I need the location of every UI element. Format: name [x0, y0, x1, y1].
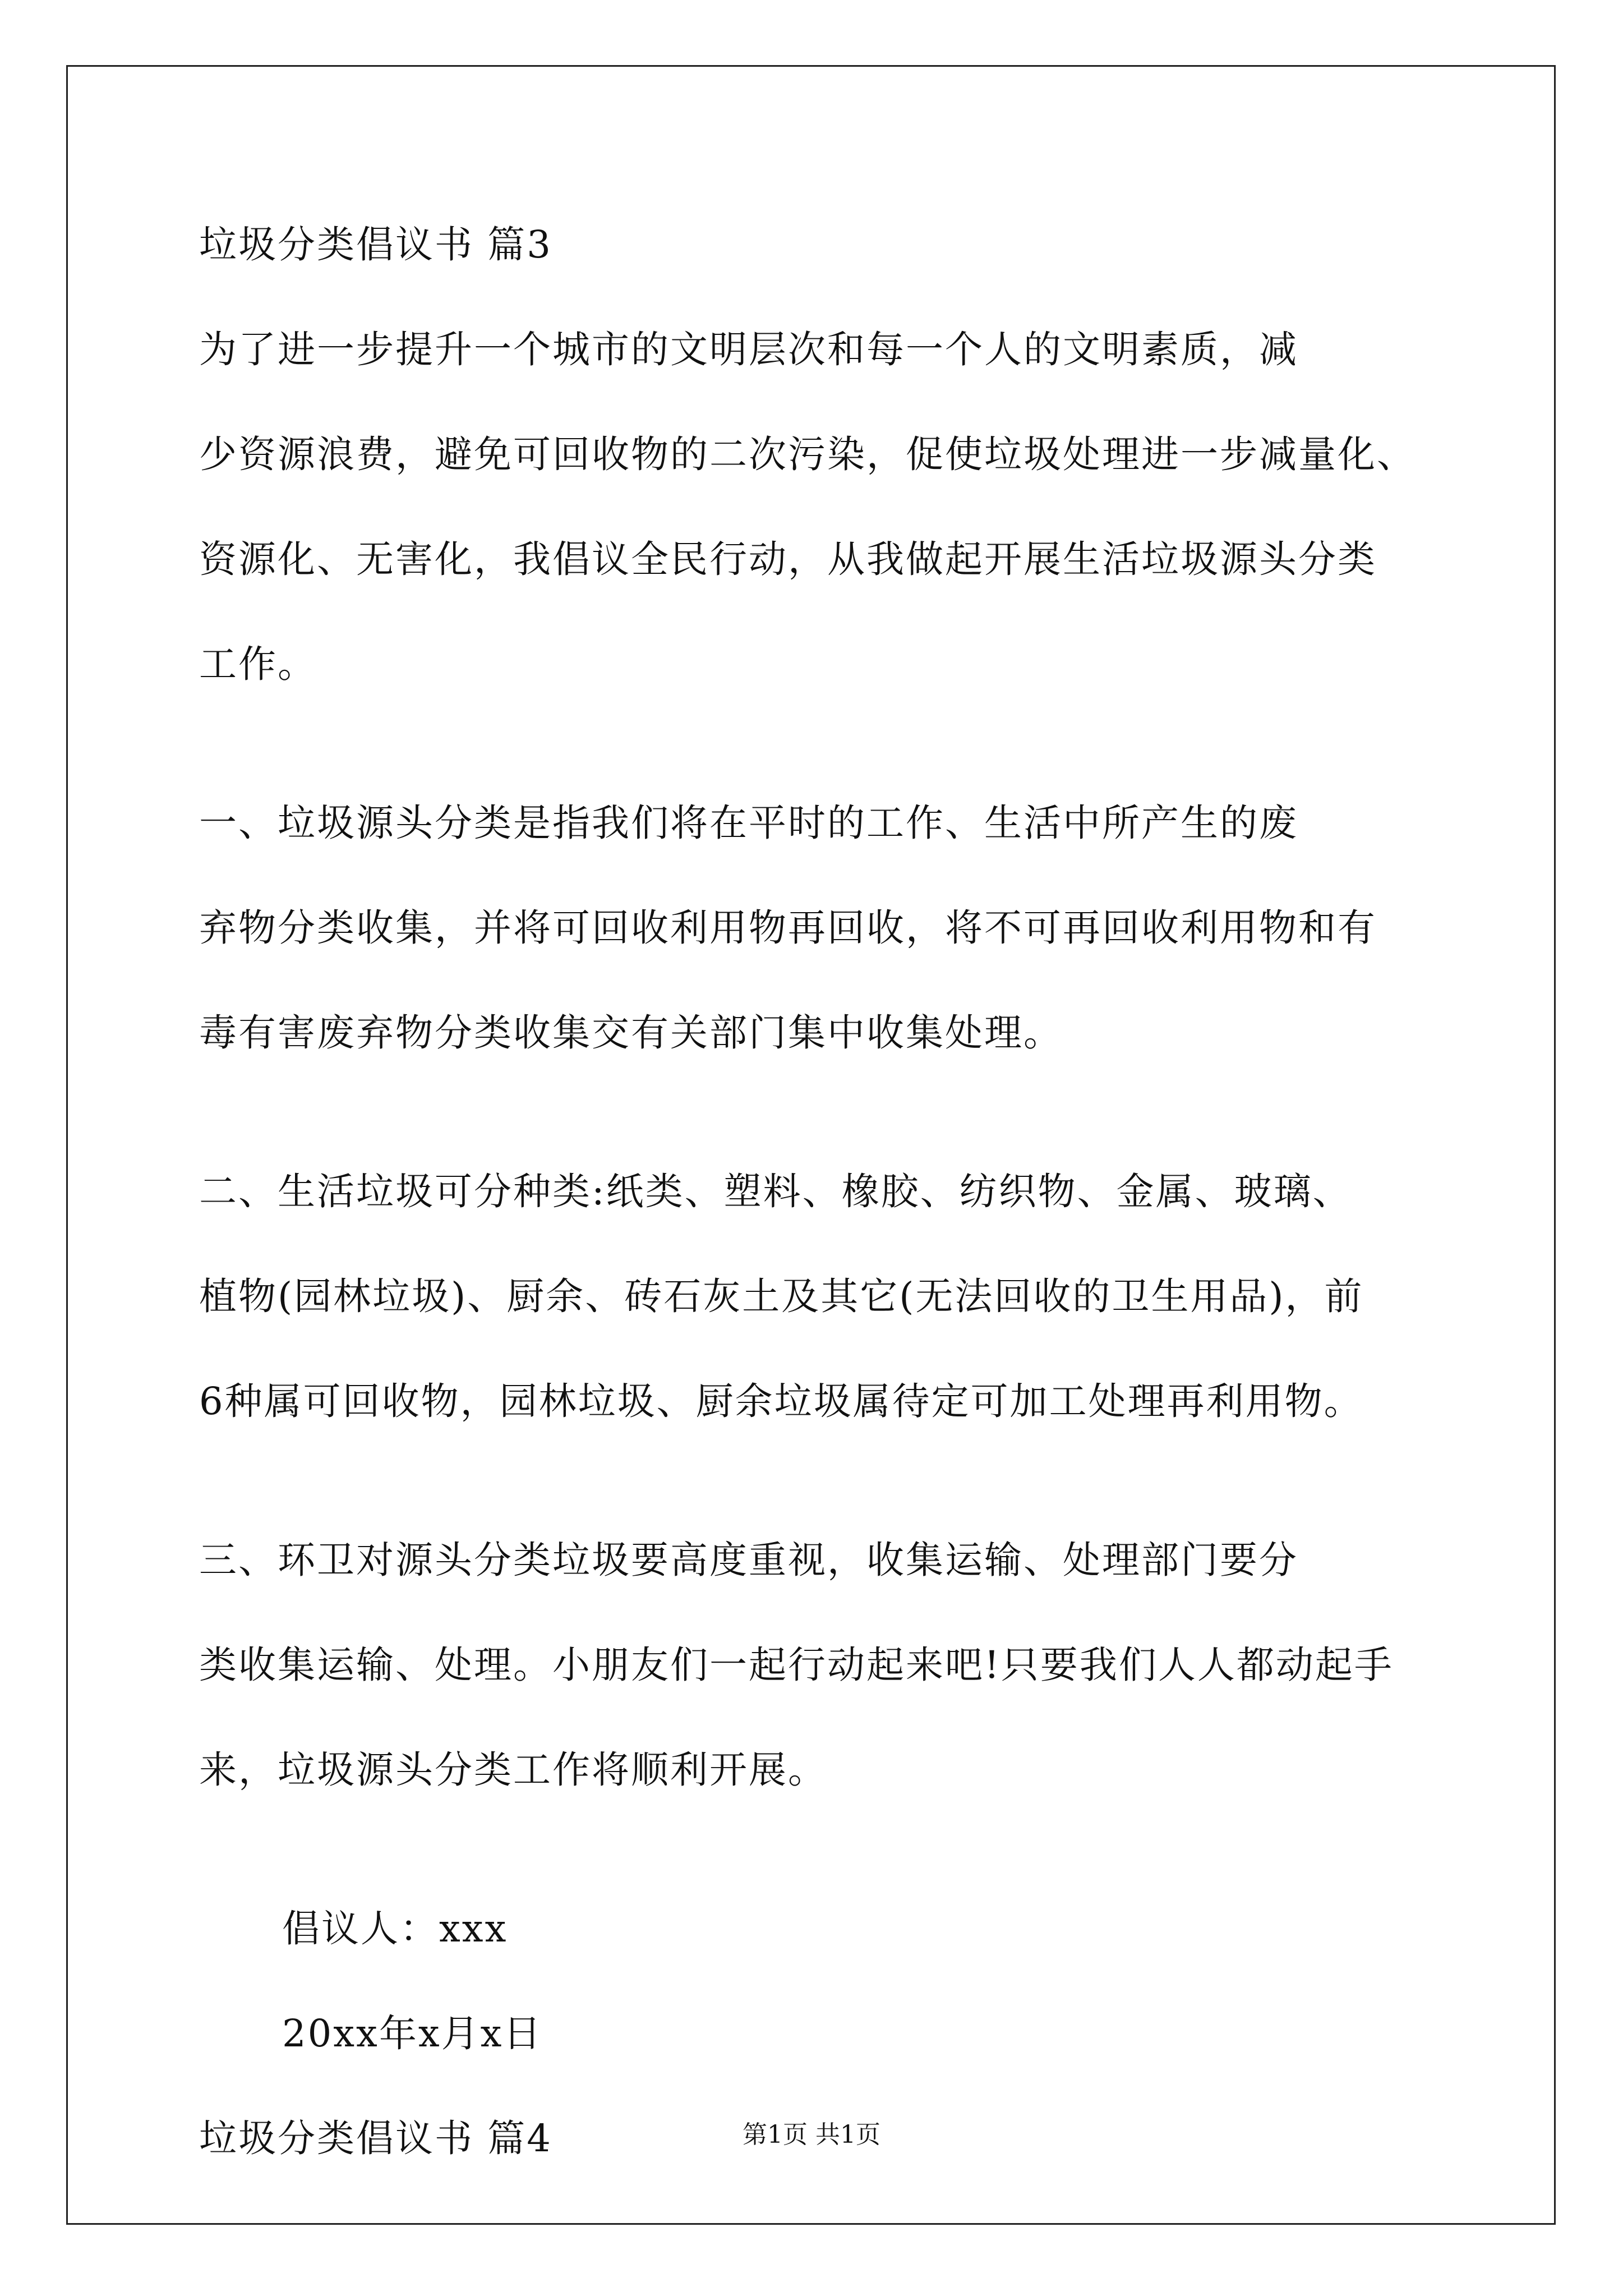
paragraph-line: 类收集运输、处理。小朋友们一起行动起来吧!只要我们人人都动起手	[199, 1643, 1394, 1687]
paragraph-line: 工作。	[199, 642, 317, 686]
paragraph-line: 为了进一步提升一个城市的文明层次和每一个人的文明素质，减	[199, 328, 1298, 371]
paragraph-line: 一、垃圾源头分类是指我们将在平时的工作、生活中所产生的废	[199, 801, 1298, 845]
paragraph-point-one	[199, 797, 1433, 1112]
paragraph-line: 资源化、无害化，我倡议全民行动，从我做起开展生活垃圾源头分类	[199, 537, 1377, 581]
paragraph-line: 来，垃圾源头分类工作将顺利开展。	[199, 1748, 827, 1792]
paragraph-point-three	[199, 1534, 1433, 1849]
paragraph-point-two	[199, 1166, 1433, 1480]
paragraph-line: 三、环卫对源头分类垃圾要高度重视，收集运输、处理部门要分	[199, 1538, 1298, 1582]
paragraph-line: 弃物分类收集，并将可回收利用物再回收，将不可再回收利用物和有	[199, 906, 1377, 950]
section-heading: 垃圾分类倡议书 篇3	[199, 223, 552, 266]
paragraph-line: 二、生活垃圾可分种类:纸类、塑料、橡胶、纺织物、金属、玻璃、	[199, 1170, 1352, 1213]
paragraph-line: 少资源浪费，避免可回收物的二次污染，促使垃圾处理进一步减量化、	[199, 432, 1416, 476]
paragraph-line: 毒有害废弃物分类收集交有关部门集中收集处理。	[199, 1011, 1063, 1055]
paragraph-line: 6种属可回收物，园林垃圾、厨余垃圾属待定可加工处理再利用物。	[199, 1379, 1363, 1423]
proposer-signature: 倡议人：xxx	[282, 1907, 508, 1950]
paragraph-line: 植物(园林垃圾)、厨余、砖石灰土及其它(无法回收的卫生用品)，前	[199, 1274, 1364, 1318]
signature-date: 20xx年x月x日	[282, 2012, 543, 2055]
page-footer: 第1页 共1页	[743, 2120, 880, 2149]
document-body	[199, 219, 1433, 2217]
paragraph-intro	[199, 324, 1433, 743]
next-section-heading: 垃圾分类倡议书 篇4	[199, 2116, 552, 2160]
